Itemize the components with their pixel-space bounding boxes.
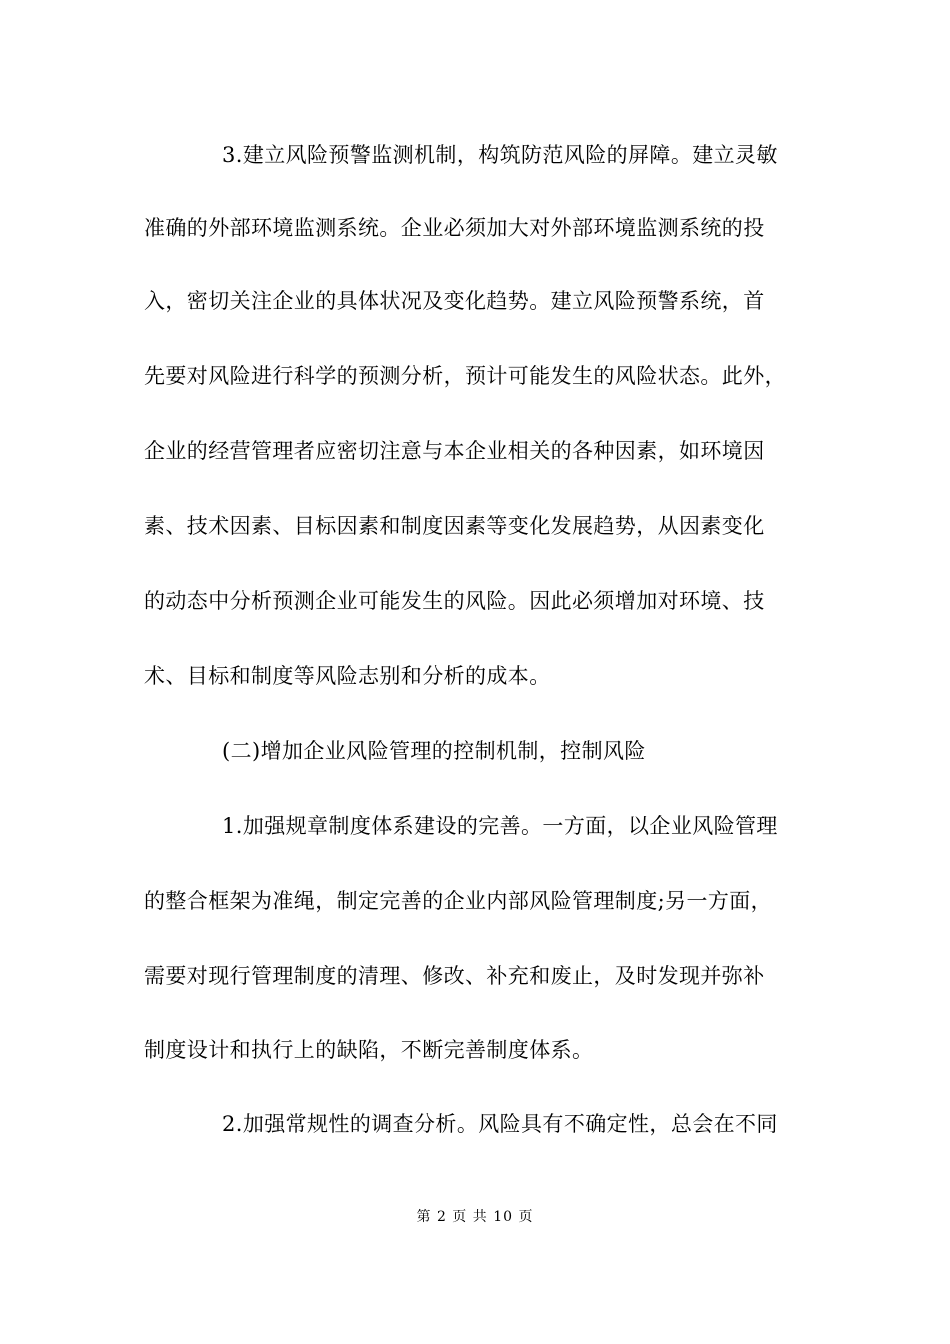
paragraph-3-line-3: 入，密切关注企业的具体状况及变化趋势。建立风险预警系统，首 <box>144 289 765 313</box>
paragraph-3-line-5: 企业的经营管理者应密切注意与本企业相关的各种因素，如环境因 <box>144 439 765 463</box>
paragraph-3-line-6: 素、技术因素、目标因素和制度因素等变化发展趋势，从因素变化 <box>144 514 765 538</box>
paragraph-3-line-8: 术、目标和制度等风险志别和分析的成本。 <box>144 664 551 688</box>
paragraph-1-line-1: 1.加强规章制度体系建设的完善。一方面，以企业风险管理 <box>222 814 778 838</box>
paragraph-2-line-1: 2.加强常规性的调查分析。风险具有不确定性，总会在不同 <box>222 1112 778 1136</box>
paragraph-3-line-4: 先要对风险进行科学的预测分析，预计可能发生的风险状态。此外， <box>144 364 786 388</box>
section-heading: (二)增加企业风险管理的控制机制，控制风险 <box>222 739 646 763</box>
paragraph-3-line-2: 准确的外部环境监测系统。企业必须加大对外部环境监测系统的投 <box>144 216 765 240</box>
paragraph-3-line-7: 的动态中分析预测企业可能发生的风险。因此必须增加对环境、技 <box>144 589 765 613</box>
paragraph-3-line-1: 3.建立风险预警监测机制，构筑防范风险的屏障。建立灵敏 <box>222 143 778 167</box>
paragraph-1-line-4: 制度设计和执行上的缺陷，不断完善制度体系。 <box>144 1038 594 1062</box>
page-number-footer: 第 2 页 共 10 页 <box>416 1209 534 1225</box>
paragraph-1-line-2: 的整合框架为准绳，制定完善的企业内部风险管理制度;另一方面， <box>144 889 773 913</box>
paragraph-1-line-3: 需要对现行管理制度的清理、修改、补充和废止，及时发现并弥补 <box>144 964 765 988</box>
